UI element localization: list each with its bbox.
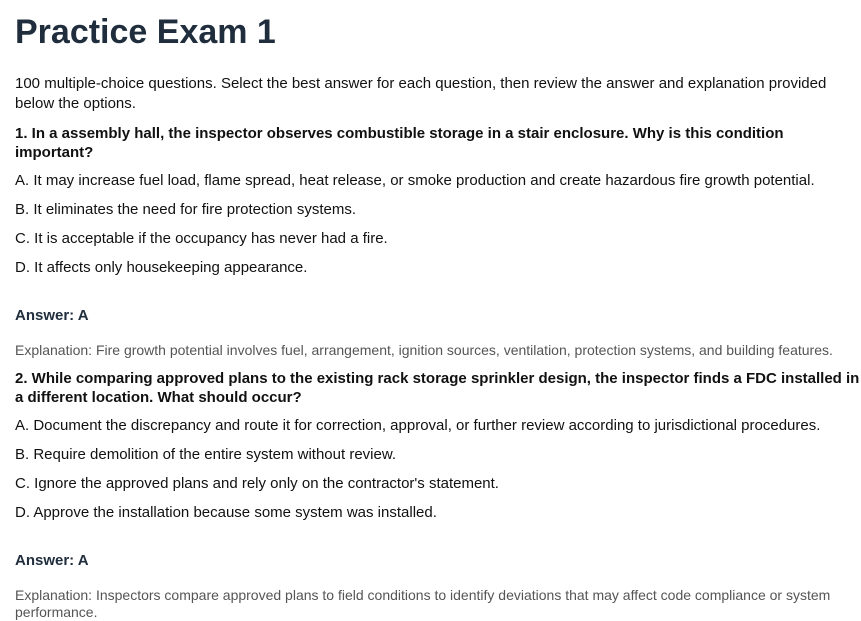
option-c: C. Ignore the approved plans and rely only on the contractor's statement. [15,475,499,492]
option-d: D. It affects only housekeeping appearance. [15,259,308,276]
option-d: D. Approve the installation because some system was installed. [15,504,437,521]
option-a: A. Document the discrepancy and route it for correction, approval, or further review according to jurisdictional procedures. [15,417,821,434]
explanation-text: Explanation: Inspectors compare approved plans to field conditions to identify deviations that may affect code compliance or system performance. [15,587,831,620]
option-b: B. Require demolition of the entire system without review. [15,446,397,463]
question-text: 1. In a assembly hall, the inspector observes combustible storage in a stair enclosure. Why is this condition important? [15,125,784,161]
question-text: 2. While comparing approved plans to the existing rack storage sprinkler design, the inspector finds a FDC installed in a different location. What should occur? [15,370,860,406]
answer-label: Answer: A [15,552,89,569]
question-block [15,124,861,359]
intro-text: 100 multiple-choice questions. Select the best answer for each question, then review the answer and explanation provided below the options. [15,75,827,112]
option-b: B. It eliminates the need for fire protection systems. [15,201,356,218]
page-title: Practice Exam 1 [15,13,276,51]
option-c: C. It is acceptable if the occupancy has never had a fire. [15,230,388,247]
explanation-text: Explanation: Fire growth potential involves fuel, arrangement, ignition sources, ventilation, protection systems, and building features. [15,342,833,358]
question-block [15,369,861,621]
option-a: A. It may increase fuel load, flame spread, heat release, or smoke production and create hazardous fire growth potential. [15,172,815,189]
answer-label: Answer: A [15,307,89,324]
